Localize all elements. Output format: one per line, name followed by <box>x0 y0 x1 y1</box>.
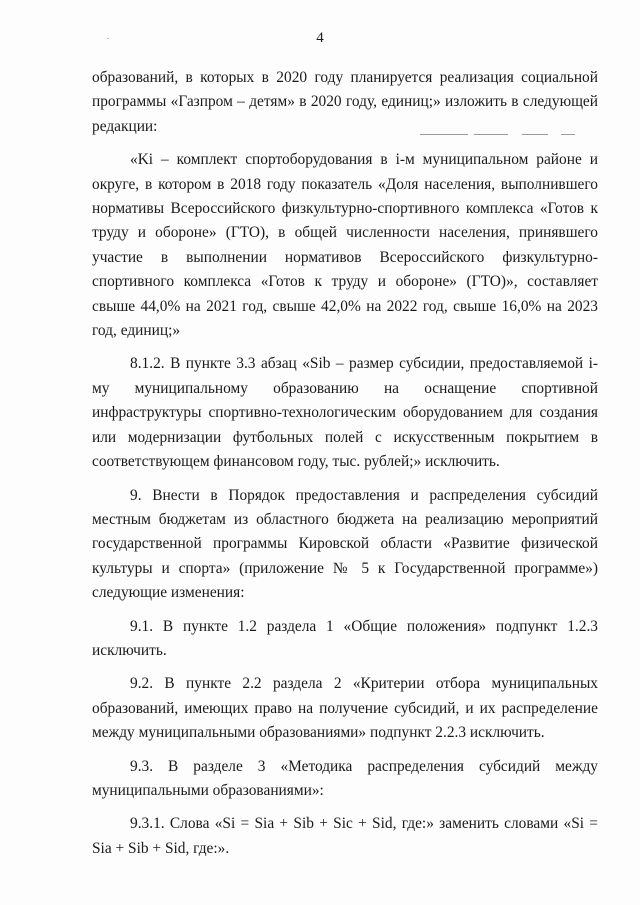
paragraph-8-1-2: 8.1.2. В пункте 3.3 абзац «Sib – размер субсидии, предоставляемой i-му муниципальному образованию на оснащение спортивной инфраструктуры спортивно-технологическим оборудованием для создания или модернизации футбольных полей с искусственным покрытием в соответствующем финансовом году, тыс. рублей;» исключить. <box>92 355 598 471</box>
document-body <box>92 66 598 861</box>
paragraph-9-1: 9.1. В пункте 1.2 раздела 1 «Общие положения» подпункт 1.2.3 исключить. <box>92 617 598 659</box>
paragraph-9-2: 9.2. В пункте 2.2 раздела 2 «Критерии отбора муниципальных образований, имеющих право на получение субсидий, и их распределение между муниципальными образованиями» подпункт 2.2.3 исключить. <box>92 675 598 742</box>
paragraph-ki-definition: «Ki – комплект спортоборудования в i-м муниципальном районе и округе, в котором в 2018 году показатель «Доля населения, выполнившего нормативы Всероссийского физкультурно-спортивного комплекса «Готов к труду и обороне» (ГТО), в общей численности населения, принявшего участие в выполнении нормативов Всероссийского физкультурно-спортивного комплекса «Готов к труду и обороне» (ГТО)», составляет свыше 44,0% на 2021 год, свыше 42,0% на 2022 год, свыше 16,0% на 2023 год, единиц;» <box>92 151 598 340</box>
paragraph-9-3: 9.3. В разделе 3 «Методика распределения субсидий между муниципальными образованиями»: <box>92 757 598 799</box>
paragraph-continuation: образований, в которых в 2020 году планируется реализация социальной программы «Газпром – детям» в 2020 году, единиц;» изложить в следующей редакции: <box>92 69 598 135</box>
scan-speck <box>107 38 109 39</box>
page-number: 4 <box>316 30 324 46</box>
paragraph-9-3-1: 9.3.1. Слова «Si = Sia + Sib + Sic + Sid, где:» заменить словами «Si = Sia + Sib + Sid, где:». <box>92 815 598 857</box>
paragraph-9: 9. Внести в Порядок предоставления и распределения субсидий местным бюджетам из областного бюджета на реализацию мероприятий государственной программы Кировской области «Развитие физической культуры и спорта» (приложение № 5 к Государственной программе») следующие изменения: <box>92 486 598 602</box>
